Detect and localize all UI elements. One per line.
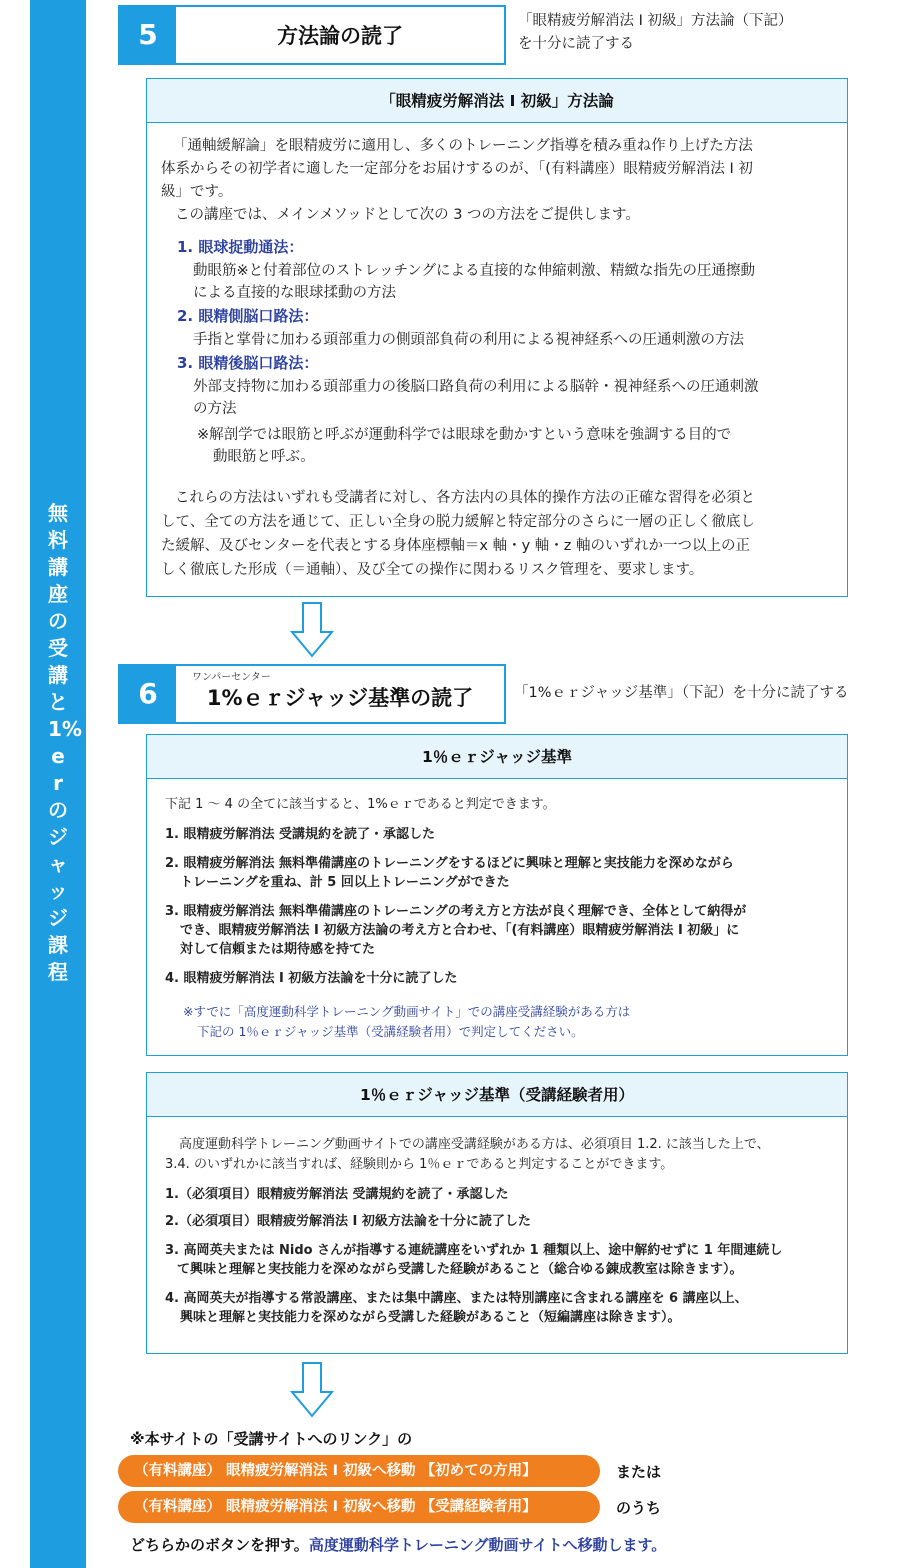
criteria-line: 4. 眼精疲労解消法 I 初級方法論を十分に読了した (165, 971, 458, 986)
note-line: ※すでに「高度運動科学トレーニング動画サイト」での講座受講経験がある方は (183, 1004, 631, 1019)
criteria-item (165, 969, 837, 988)
note-line: 「眼精疲労解消法 I 初級」方法論（下記） (518, 13, 793, 29)
intro-text: 体系からその初学者に適した一定部分をお届けするのが、「(有料講座）眼精疲労解消法 I 初 (161, 161, 753, 177)
move-experienced-button[interactable]: （有料講座） 眼精疲労解消法 I 初級へ移動 【受講経験者用】 (118, 1491, 600, 1523)
criteria-item (165, 1185, 837, 1204)
method-desc: 外部支持物に加わる頭部重力の後脳口路負荷の利用による脳幹・視神経系への圧通刺激 (193, 379, 759, 395)
closing-text (161, 486, 837, 582)
note-line: 下記の 1％ｅｒジャッジ基準（受講経験者用）で判定してください。 (197, 1024, 584, 1039)
judge-experienced-panel (146, 1072, 848, 1354)
criteria-line: トレーニングを重ね、計 5 回以上トレーニングができた (180, 875, 510, 890)
panel-title: 1％ｅｒジャッジ基準（受講経験者用） (147, 1073, 847, 1117)
intro-text: 級」です。 (161, 184, 233, 200)
method-desc: 手指と掌骨に加わる頭部重力の側頭部負荷の利用による視神経系への圧通刺激の方法 (193, 332, 744, 348)
method-desc: の方法 (193, 401, 237, 417)
criteria-intro: 下記 1 ～ 4 の全てに該当すると、1%ｅｒであると判定できます。 (165, 797, 556, 812)
method-list (161, 235, 837, 468)
closing-destination: 高度運動科学トレーニング動画サイトへ移動します。 (308, 1536, 667, 1554)
criteria-line: 2.（必須項目）眼精疲労解消法 I 初級方法論を十分に読了した (165, 1214, 531, 1229)
criteria-line: 2. 眼精疲労解消法 無料準備講座のトレーニングをするほどに興味と理解と実技能力を深めながら (165, 856, 734, 871)
sidebar-banner (30, 0, 86, 1568)
criteria-line: 興味と理解と実技能力を深めながら受講した経験があること（短編講座は除きます）。 (180, 1310, 681, 1325)
step-title: 1%ｅｒジャッジ基準の読了 (206, 686, 474, 710)
intro-text: この講座では、メインメソッドとして次の 3 つの方法をご提供します。 (175, 207, 640, 223)
method-title: 2. 眼精側脳口路法： (177, 307, 319, 325)
closing-line: して、全ての方法を通じて、正しい全身の脱力緩解と特定部分のさらに一層の正しく徹底し (161, 514, 755, 530)
method-title: 3. 眼精後脳口路法： (177, 354, 319, 372)
down-arrow-icon (290, 1362, 334, 1418)
intro-text: 「通軸緩解論」を眼精疲労に適用し、多くのトレーニング指導を積み重ね作り上げた方法 (173, 138, 753, 154)
method-title: 1. 眼球捉動通法： (177, 238, 304, 256)
criteria-note (183, 1002, 837, 1042)
criteria-line: 3. 高岡英夫または Nido さんが指導する連続講座をいずれか 1 種類以上、途中解約せずに 1 年間連続し (165, 1243, 783, 1258)
closing-line: た緩解、及びセンターを代表とする身体座標軸＝x 軸・y 軸・z 軸のいずれか一つ以上の正 (161, 538, 751, 554)
criteria-line: でき、眼精疲労解消法 I 初級方法論の考え方と合わせ、「(有料講座）眼精疲労解消法 I 初級」に (180, 923, 740, 938)
criteria-intro: 3.4. のいずれかに該当すれば、経験則から 1％ｅｒであると判定することができます。 (165, 1157, 674, 1172)
button-suffix: または (616, 1463, 662, 1481)
step-6-note: 「1%ｅｒジャッジ基準」（下記）を十分に読了する (514, 685, 849, 701)
closing-line: しく徹底した形成（＝通軸）、及び全ての操作に関わるリスク管理を、要求します。 (161, 562, 704, 578)
criteria-line: 3. 眼精疲労解消法 無料準備講座のトレーニングの考え方と方法が良く理解でき、全体として納得が (165, 904, 747, 919)
closing-instruction: どちらかのボタンを押す。 (130, 1536, 309, 1554)
criteria-item (165, 1212, 837, 1231)
method-desc: 動眼筋※と付着部位のストレッチングによる直接的な伸縮刺激、精緻な指先の圧通擦動 (193, 263, 755, 279)
criteria-intro: 高度運動科学トレーニング動画サイトでの講座受講経験がある方は、必須項目 1.2. に該当した上で、 (179, 1137, 770, 1152)
note-line: を十分に読了する (518, 36, 634, 52)
step-5-note (518, 10, 793, 56)
judge-panel (146, 734, 848, 1056)
footnote: ※解剖学では眼筋と呼ぶが運動科学では眼球を動かすという意味を強調する目的で (197, 427, 732, 443)
criteria-item (165, 825, 837, 844)
criteria-item (165, 854, 837, 892)
step-title: 方法論の読了 (277, 24, 403, 48)
criteria-line: 1. 眼精疲労解消法 受講規約を読了・承認した (165, 827, 436, 842)
down-arrow-icon (290, 602, 334, 658)
footnote: 動眼筋と呼ぶ。 (213, 449, 315, 465)
button-suffix: のうち (616, 1499, 662, 1517)
step-number: 6 (120, 666, 176, 722)
step-5-header (118, 5, 506, 65)
step-6-header (118, 664, 506, 724)
bottom-intro: ※本サイトの「受講サイトへのリンク」の (130, 1430, 413, 1448)
criteria-line: て興味と理解と実技能力を深めながら受講した経験があること（総合ゆる錬成教室は除きます）。 (177, 1262, 743, 1277)
criteria-item (165, 1289, 837, 1327)
bottom-closing (130, 1534, 666, 1555)
sidebar-label: 無料講座の受講と1%erのジャッジ課程 (48, 501, 82, 984)
move-beginner-button[interactable]: （有料講座） 眼精疲労解消法 I 初級へ移動 【初めての方用】 (118, 1455, 600, 1487)
closing-line: これらの方法はいずれも受講者に対し、各方法内の具体的操作方法の正確な習得を必須と (175, 490, 755, 506)
panel-title: 1％ｅｒジャッジ基準 (147, 735, 847, 779)
criteria-item (165, 902, 837, 959)
step-ruby: ワンパーセンター (192, 672, 271, 683)
method-panel (146, 78, 848, 597)
criteria-line: 1.（必須項目）眼精疲労解消法 受講規約を読了・承認した (165, 1187, 509, 1202)
step-number: 5 (120, 7, 176, 63)
method-desc: による直接的な眼球揉動の方法 (193, 285, 396, 301)
criteria-line: 4. 高岡英夫が指導する常設講座、または集中講座、または特別講座に含まれる講座を 6 講座以上、 (165, 1291, 748, 1306)
criteria-line: 対して信頼または期待感を持てた (180, 942, 376, 957)
criteria-item (165, 1241, 837, 1279)
panel-title: 「眼精疲労解消法 I 初級」方法論 (147, 79, 847, 123)
